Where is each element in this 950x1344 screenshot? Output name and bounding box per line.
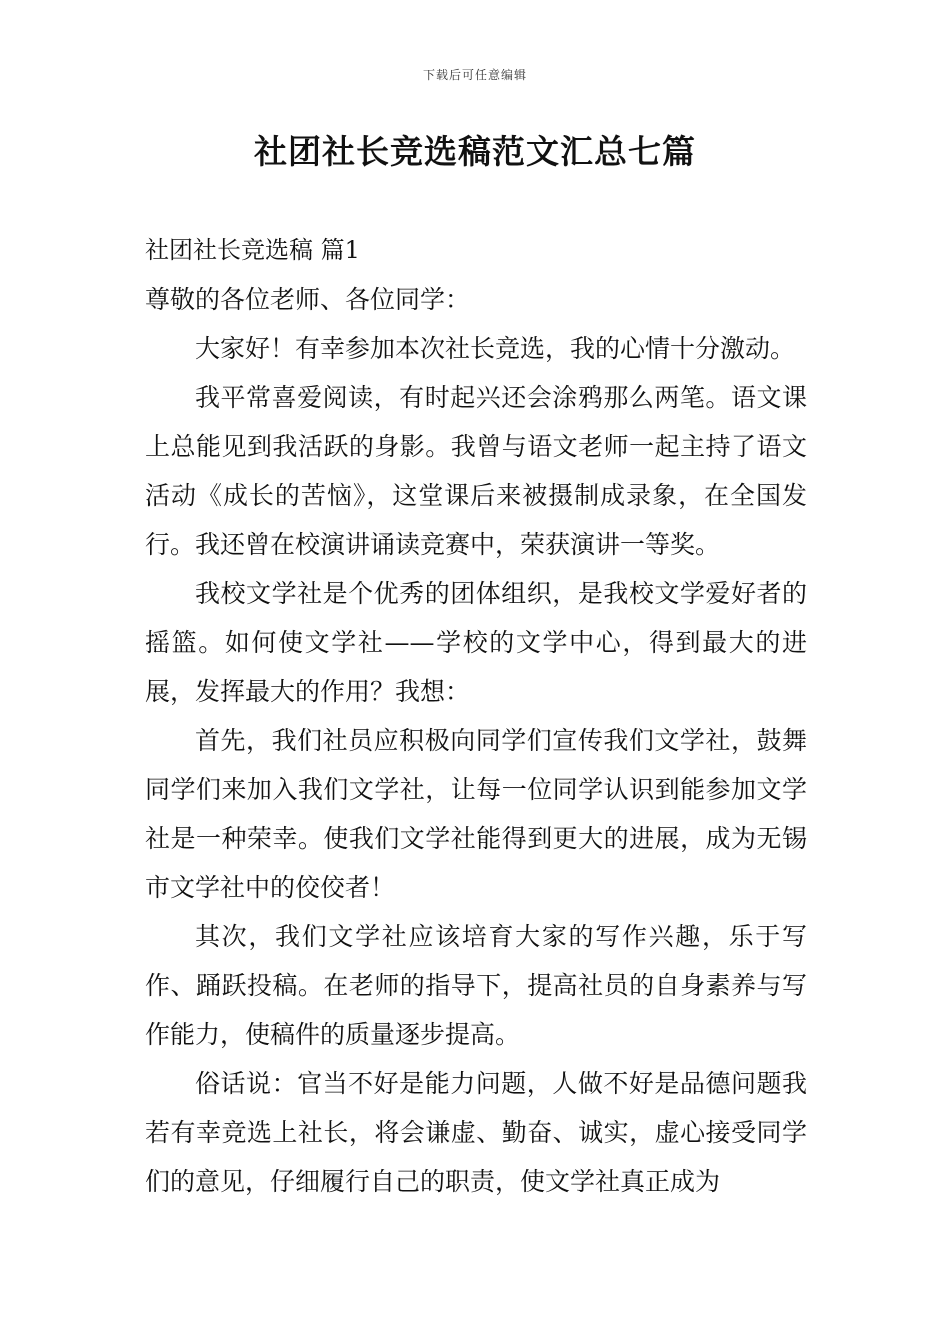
paragraph-commitment: 俗话说：官当不好是能力问题，人做不好是品德问题我若有幸竞选上社长，将会谦虚、勤奋、诚实，虚心接受同学们的意见，仔细履行自己的职责，使文学社真正成为 xyxy=(145,1069,807,1196)
paragraph-first-point: 首先，我们社员应积极向同学们宣传我们文学社，鼓舞同学们来加入我们文学社，让每一位同学认识到能参加文学社是一种荣幸。使我们文学社能得到更大的进展，成为无锡市文学社中的佼佼者！ xyxy=(145,726,807,902)
document-title: 社团社长竞选稿范文汇总七篇 xyxy=(254,132,696,171)
section-heading: 社团社长竞选稿 篇1 xyxy=(145,236,360,264)
paragraph-greeting: 大家好！有幸参加本次社长竞选，我的心情十分激动。 xyxy=(195,334,796,363)
paragraph-second-point: 其次，我们文学社应该培育大家的写作兴趣，乐于写作、踊跃投稿。在老师的指导下，提高社员的自身素养与写作能力，使稿件的质量逐步提高。 xyxy=(145,922,807,1049)
paragraph-self-introduction: 我平常喜爱阅读，有时起兴还会涂鸦那么两笔。语文课上总能见到我活跃的身影。我曾与语文老师一起主持了语文活动《成长的苦恼》，这堂课后来被摄制成录象，在全国发行。我还曾在校演讲诵读竞赛中，荣获演讲一等奖。 xyxy=(145,383,807,559)
header-note: 下载后可任意编辑 xyxy=(422,68,527,82)
paragraph-literary-club: 我校文学社是个优秀的团体组织，是我校文学爱好者的摇篮。如何使文学社——学校的文学中心，得到最大的进展，发挥最大的作用？我想： xyxy=(145,579,807,706)
document-body xyxy=(145,226,807,1206)
salutation: 尊敬的各位老师、各位同学： xyxy=(145,285,471,314)
